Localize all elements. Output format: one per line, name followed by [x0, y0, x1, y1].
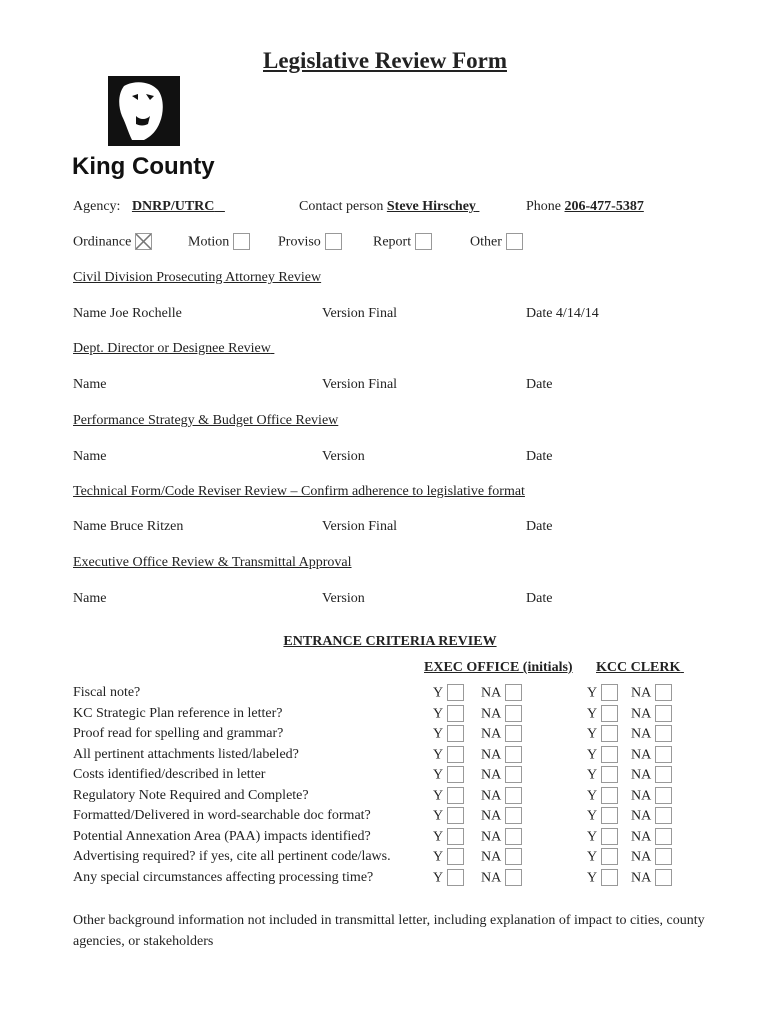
exec-yes: Y — [433, 726, 464, 743]
criteria-row — [73, 808, 713, 828]
review-name: Name Bruce Ritzen — [73, 519, 184, 534]
clerk-na: NA — [631, 849, 672, 866]
criteria-question: Any special circumstances affecting processing time? — [73, 869, 374, 885]
exec-na: NA — [481, 767, 522, 784]
clerk-yes-checkbox[interactable] — [601, 766, 618, 783]
clerk-yes: Y — [587, 706, 618, 723]
clerk-na: NA — [631, 788, 672, 805]
clerk-yes-checkbox[interactable] — [601, 725, 618, 742]
phone-field: Phone 206-477-5387 — [526, 199, 644, 214]
review-date: Date — [526, 519, 553, 534]
page-title: Legislative Review Form — [263, 48, 507, 73]
kcc-clerk-header: KCC CLERK — [596, 660, 681, 675]
exec-na-checkbox[interactable] — [505, 828, 522, 845]
clerk-yes: Y — [587, 726, 618, 743]
exec-yes: Y — [433, 788, 464, 805]
criteria-question: Fiscal note? — [73, 685, 141, 700]
clerk-na-checkbox[interactable] — [655, 705, 672, 722]
clerk-na-checkbox[interactable] — [655, 787, 672, 804]
clerk-yes: Y — [587, 849, 618, 866]
clerk-na-checkbox[interactable] — [655, 848, 672, 865]
exec-yes-checkbox[interactable] — [447, 848, 464, 865]
exec-yes-checkbox[interactable] — [447, 684, 464, 701]
clerk-yes: Y — [587, 829, 618, 846]
exec-na: NA — [481, 829, 522, 846]
criteria-row — [73, 849, 713, 869]
exec-office-header: EXEC OFFICE (initials) — [424, 660, 573, 675]
criteria-row — [73, 706, 713, 726]
section-heading: Executive Office Review & Transmittal Approval — [73, 555, 352, 570]
type-ordinance: Ordinance — [73, 234, 152, 251]
other-checkbox[interactable] — [506, 233, 523, 250]
clerk-yes-checkbox[interactable] — [601, 684, 618, 701]
review-version: Version Final — [322, 519, 398, 534]
criteria-question: Potential Annexation Area (PAA) impacts identified? — [73, 828, 371, 844]
exec-yes: Y — [433, 747, 464, 764]
criteria-question: Proof read for spelling and grammar? — [73, 726, 284, 741]
exec-yes-checkbox[interactable] — [447, 725, 464, 742]
exec-na-checkbox[interactable] — [505, 746, 522, 763]
criteria-question: Regulatory Note Required and Complete? — [73, 787, 309, 803]
phone-value: 206-477-5387 — [564, 199, 644, 214]
clerk-yes: Y — [587, 870, 618, 887]
exec-yes: Y — [433, 767, 464, 784]
section-heading: Civil Division Prosecuting Attorney Review — [73, 270, 322, 285]
clerk-yes-checkbox[interactable] — [601, 787, 618, 804]
exec-na-checkbox[interactable] — [505, 705, 522, 722]
clerk-yes: Y — [587, 747, 618, 764]
exec-na-checkbox[interactable] — [505, 869, 522, 886]
clerk-yes-checkbox[interactable] — [601, 828, 618, 845]
exec-yes-checkbox[interactable] — [447, 746, 464, 763]
logo-text: King County — [72, 153, 215, 180]
exec-yes: Y — [433, 849, 464, 866]
criteria-question: KC Strategic Plan reference in letter? — [73, 705, 283, 721]
exec-na: NA — [481, 788, 522, 805]
review-date: Date — [526, 449, 553, 464]
exec-yes: Y — [433, 870, 464, 887]
criteria-row — [73, 767, 713, 787]
motion-checkbox[interactable] — [233, 233, 250, 250]
review-name: Name — [73, 449, 107, 464]
exec-yes: Y — [433, 808, 464, 825]
type-motion: Motion — [188, 234, 250, 251]
exec-na: NA — [481, 808, 522, 825]
clerk-na-checkbox[interactable] — [655, 807, 672, 824]
review-date: Date 4/14/14 — [526, 306, 599, 321]
exec-na-checkbox[interactable] — [505, 848, 522, 865]
exec-na: NA — [481, 726, 522, 743]
exec-na: NA — [481, 849, 522, 866]
clerk-na: NA — [631, 685, 672, 702]
review-name: Name — [73, 377, 107, 392]
agency-value: DNRP/UTRC — [131, 199, 215, 214]
exec-yes: Y — [433, 706, 464, 723]
clerk-na-checkbox[interactable] — [655, 725, 672, 742]
exec-na-checkbox[interactable] — [505, 766, 522, 783]
review-version: Version — [322, 449, 365, 464]
clerk-na: NA — [631, 767, 672, 784]
exec-na-checkbox[interactable] — [505, 807, 522, 824]
exec-na-checkbox[interactable] — [505, 787, 522, 804]
clerk-na-checkbox[interactable] — [655, 684, 672, 701]
type-report: Report — [373, 234, 432, 251]
criteria-row — [73, 726, 713, 746]
exec-yes-checkbox[interactable] — [447, 787, 464, 804]
contact-value: Steve Hirschey — [386, 199, 476, 214]
clerk-na-checkbox[interactable] — [655, 869, 672, 886]
exec-yes: Y — [433, 829, 464, 846]
other-info-text: Other background information not included in transmittal letter, including explanation of impact to cities, county agencies, or stakeholders — [73, 913, 705, 949]
criteria-row — [73, 747, 713, 767]
review-version: Version Final — [322, 377, 398, 392]
review-version: Version — [322, 591, 365, 606]
exec-yes-checkbox[interactable] — [447, 705, 464, 722]
clerk-yes-checkbox[interactable] — [601, 869, 618, 886]
clerk-na-checkbox[interactable] — [655, 746, 672, 763]
clerk-yes: Y — [587, 808, 618, 825]
exec-na-checkbox[interactable] — [505, 684, 522, 701]
exec-na: NA — [481, 685, 522, 702]
criteria-row — [73, 829, 713, 849]
clerk-yes-checkbox[interactable] — [601, 807, 618, 824]
type-other: Other — [470, 234, 523, 251]
section-heading: Performance Strategy & Budget Office Review — [73, 413, 339, 428]
type-proviso: Proviso — [278, 234, 342, 251]
section-heading: Dept. Director or Designee Review — [73, 341, 271, 356]
criteria-question: Costs identified/described in letter — [73, 767, 266, 782]
clerk-na: NA — [631, 747, 672, 764]
exec-yes: Y — [433, 685, 464, 702]
clerk-na: NA — [631, 706, 672, 723]
criteria-row — [73, 870, 713, 890]
exec-yes-checkbox[interactable] — [447, 766, 464, 783]
agency-field: Agency: DNRP/UTRC — [73, 199, 215, 214]
exec-na: NA — [481, 870, 522, 887]
exec-yes-checkbox[interactable] — [447, 807, 464, 824]
ordinance-checkbox[interactable] — [135, 233, 152, 250]
clerk-na-checkbox[interactable] — [655, 766, 672, 783]
section-heading: Technical Form/Code Reviser Review – Confirm adherence to legislative format — [73, 484, 525, 499]
criteria-row — [73, 788, 713, 808]
review-date: Date — [526, 377, 553, 392]
exec-yes-checkbox[interactable] — [447, 869, 464, 886]
proviso-checkbox[interactable] — [325, 233, 342, 250]
clerk-yes-checkbox[interactable] — [601, 705, 618, 722]
king-county-logo — [72, 76, 217, 180]
clerk-yes-checkbox[interactable] — [601, 746, 618, 763]
review-name: Name — [73, 591, 107, 606]
clerk-yes-checkbox[interactable] — [601, 848, 618, 865]
criteria-question: Formatted/Delivered in word-searchable doc format? — [73, 808, 371, 823]
clerk-na: NA — [631, 870, 672, 887]
exec-na: NA — [481, 706, 522, 723]
clerk-na: NA — [631, 726, 672, 743]
criteria-row — [73, 685, 713, 705]
clerk-na-checkbox[interactable] — [655, 828, 672, 845]
exec-na-checkbox[interactable] — [505, 725, 522, 742]
exec-yes-checkbox[interactable] — [447, 828, 464, 845]
review-name: Name Joe Rochelle — [73, 306, 182, 321]
criteria-question: All pertinent attachments listed/labeled? — [73, 746, 299, 762]
clerk-yes: Y — [587, 788, 618, 805]
criteria-title: ENTRANCE CRITERIA REVIEW — [283, 634, 497, 649]
criteria-question: Advertising required? if yes, cite all pertinent code/laws. — [73, 849, 391, 864]
review-date: Date — [526, 591, 553, 606]
clerk-yes: Y — [587, 767, 618, 784]
clerk-yes: Y — [587, 685, 618, 702]
review-version: Version Final — [322, 306, 398, 321]
report-checkbox[interactable] — [415, 233, 432, 250]
clerk-na: NA — [631, 808, 672, 825]
exec-na: NA — [481, 747, 522, 764]
clerk-na: NA — [631, 829, 672, 846]
contact-field: Contact person Steve Hirschey — [299, 199, 476, 214]
